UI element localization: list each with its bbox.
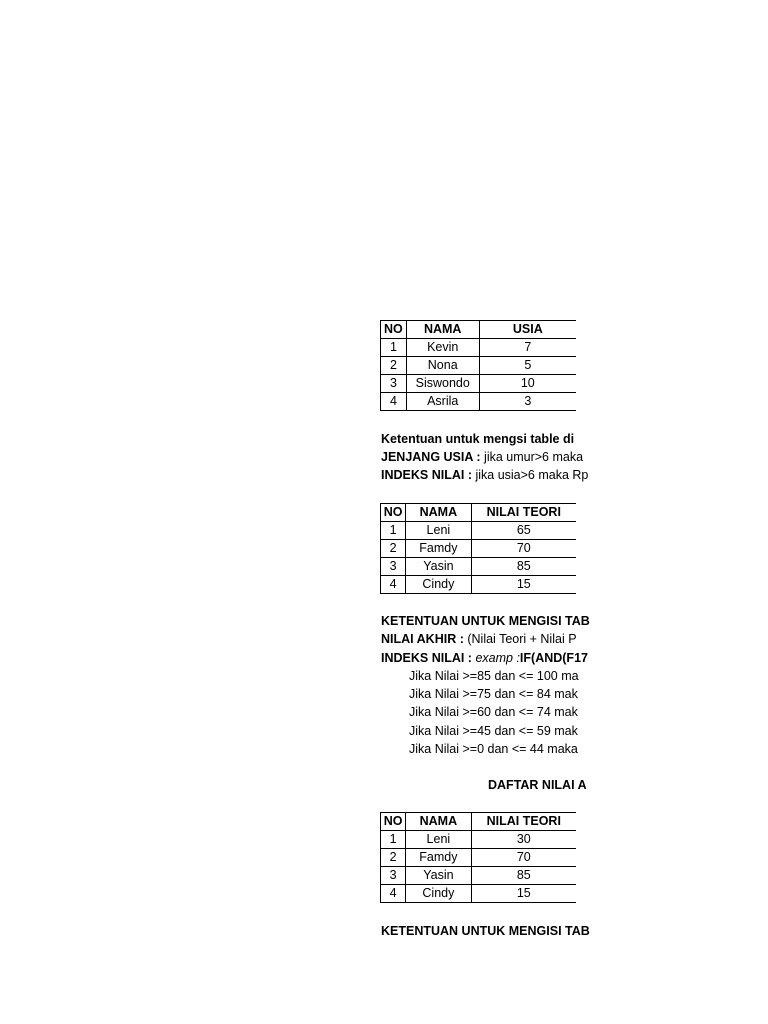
rule-line: Jika Nilai >=0 dan <= 44 maka <box>409 742 578 756</box>
header-nama: NAMA <box>406 321 479 339</box>
table-header-row <box>381 813 577 831</box>
daftar-nilai-title: DAFTAR NILAI A <box>488 778 587 792</box>
header-nama: NAMA <box>406 813 471 831</box>
cell-no: 2 <box>381 357 407 375</box>
cell-nama: Leni <box>406 831 471 849</box>
nilai-akhir-line <box>381 631 577 647</box>
indeks-nilai-label: INDEKS NILA <box>381 468 461 482</box>
cell-no: 4 <box>381 885 406 903</box>
cell-nama: Cindy <box>406 576 471 594</box>
cell-nilai: 30 <box>471 831 576 849</box>
cell-nilai: 70 <box>471 849 576 867</box>
table-row <box>381 576 577 594</box>
cell-nilai: 15 <box>471 576 576 594</box>
section1-heading: Ketentuan untuk mengsi table di <box>381 432 575 446</box>
cell-usia: 5 <box>479 357 576 375</box>
table-row <box>381 867 577 885</box>
header-nilai-teori: NILAI TEORI <box>471 813 576 831</box>
jenjang-usia-text: jika umur>6 maka <box>480 450 584 464</box>
nilai-akhir-text: (Nilai Teori + Nilai P <box>463 632 577 646</box>
cell-no: 1 <box>381 339 407 357</box>
cell-no: 4 <box>381 393 407 411</box>
header-nilai-teori: NILAI TEORI <box>471 504 576 522</box>
header-no: NO <box>381 813 406 831</box>
header-usia: USIA <box>479 321 576 339</box>
nilai-akhir-label: NILAI AKHIR : <box>381 632 464 646</box>
table-row <box>381 558 577 576</box>
cell-no: 2 <box>381 849 406 867</box>
header-no: NO <box>381 321 407 339</box>
cell-nama: Cindy <box>406 885 471 903</box>
indeks-nilai-text: jika usia>6 maka Rp <box>475 468 589 482</box>
cell-usia: 10 <box>479 375 576 393</box>
jenjang-usia-line <box>381 449 583 465</box>
cell-nilai: 85 <box>471 867 576 885</box>
cell-nilai: 70 <box>471 540 576 558</box>
table-row <box>381 540 577 558</box>
section2-heading: KETENTUAN UNTUK MENGISI TAB <box>381 614 590 628</box>
indeks-nilai-line-1 <box>381 467 588 483</box>
indeks-nilai-label-tail: I : <box>460 468 476 482</box>
cell-usia: 7 <box>479 339 576 357</box>
table-row <box>381 393 577 411</box>
cell-no: 3 <box>381 867 406 885</box>
table-header-row <box>381 321 577 339</box>
indeks-nilai-label: INDEKS NILAI : <box>381 651 472 665</box>
cell-no: 3 <box>381 375 407 393</box>
table-header-row <box>381 504 577 522</box>
table-row <box>381 375 577 393</box>
cell-nilai: 15 <box>471 885 576 903</box>
cell-no: 4 <box>381 576 406 594</box>
rule-line: Jika Nilai >=75 dan <= 84 mak <box>409 687 578 701</box>
cell-nama: Yasin <box>406 558 471 576</box>
indeks-example: examp : <box>471 651 520 665</box>
header-no: NO <box>381 504 406 522</box>
nilai-teori-table-1 <box>380 503 576 594</box>
usia-table <box>380 320 576 411</box>
header-nama: NAMA <box>406 504 471 522</box>
cell-nama: Siswondo <box>406 375 479 393</box>
cell-nama: Famdy <box>406 540 471 558</box>
jenjang-usia-label: JENJANG USIA : <box>381 450 481 464</box>
section3-heading: KETENTUAN UNTUK MENGISI TAB <box>381 924 590 938</box>
cell-nilai: 65 <box>471 522 576 540</box>
rule-line: Jika Nilai >=60 dan <= 74 mak <box>409 705 578 719</box>
cell-nama: Famdy <box>406 849 471 867</box>
indeks-formula: IF(AND(F17 <box>519 651 588 665</box>
cell-no: 1 <box>381 522 406 540</box>
cell-nama: Leni <box>406 522 471 540</box>
indeks-nilai-line-2 <box>381 650 588 666</box>
cell-nilai: 85 <box>471 558 576 576</box>
cell-nama: Nona <box>406 357 479 375</box>
table-row <box>381 831 577 849</box>
nilai-teori-table-2 <box>380 812 576 903</box>
cell-no: 3 <box>381 558 406 576</box>
cell-nama: Yasin <box>406 867 471 885</box>
cell-nama: Kevin <box>406 339 479 357</box>
table-row <box>381 885 577 903</box>
cell-nama: Asrila <box>406 393 479 411</box>
table-row <box>381 339 577 357</box>
rule-line: Jika Nilai >=45 dan <= 59 mak <box>409 724 578 738</box>
table-row <box>381 357 577 375</box>
rule-line: Jika Nilai >=85 dan <= 100 ma <box>409 669 579 683</box>
table-row <box>381 849 577 867</box>
cell-no: 2 <box>381 540 406 558</box>
cell-no: 1 <box>381 831 406 849</box>
table-row <box>381 522 577 540</box>
cell-usia: 3 <box>479 393 576 411</box>
